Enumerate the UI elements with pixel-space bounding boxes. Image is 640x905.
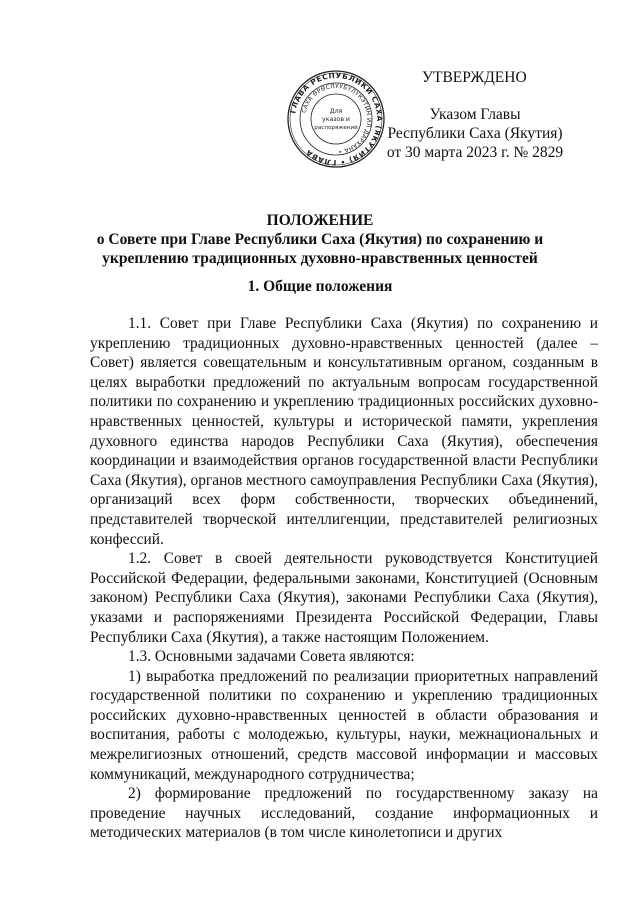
approval-line-3: от 30 марта 2023 г. № 2829 — [386, 144, 564, 161]
seal-center-line2: указов и — [322, 116, 350, 123]
approval-line-1: Указом Главы — [429, 106, 521, 123]
paragraph-1-3-item-2: 2) формирование предложений по государственному заказу на проведение научных исследований, создание информационных и методических материалов (в том числе кинолетописи и других — [90, 785, 598, 842]
paragraph-1-3-item-1: 1) выработка предложений по реализации приоритетных направлений государственной политики по сохранению и укреплению традиционных российских духовно-нравственных ценностей в области образования и воспитания, работы с молодежью, культуры, науки, межнациональных и межрелигиозных отношений, средств массовой информации и массовых коммуникаций, международного сотрудничества; — [90, 667, 598, 783]
document-title-block — [95, 211, 545, 268]
document-body — [90, 314, 598, 843]
approval-block — [380, 68, 570, 162]
svg-text:САХА ӨРӨСПУУБҮЛҮКЭТИН ИЛ ДАРХА: САХА ӨРӨСПУУБҮЛҮКЭТИН ИЛ ДАРХАНА • — [301, 83, 372, 154]
approval-line-2: Республики Саха (Якутия) — [387, 125, 563, 142]
paragraph-1-2: 1.2. Совет в своей деятельности руководствуется Конституцией Российской Федерации, федеральными законами, Конституцией (Основным законом) Республики Саха (Якутия), законами Республики Саха (Якутия), указами и распоряжениями Президента Российской Федерации, Главы Республики Саха (Якутия), а также настоящим Положением. — [90, 550, 598, 646]
approval-title: УТВЕРЖДЕНО — [422, 69, 527, 86]
seal-center-line3: распоряжений — [314, 125, 358, 131]
section-title: 1. Общие положения — [247, 278, 393, 295]
official-seal — [286, 69, 386, 169]
document-subtitle-line-1: о Совете при Главе Республики Саха (Якутия) по сохранению и — [96, 231, 544, 248]
seal-center-line1: Для — [329, 108, 343, 115]
document-title: ПОЛОЖЕНИЕ — [266, 212, 374, 229]
paragraph-1-1: 1.1. Совет при Главе Республики Саха (Якутия) по сохранению и укреплению традиционных духовно-нравственных ценностей (далее – Совет) является совещательным и консультативным органом, созданным в целях выработки предложений по актуальным вопросам государственной политики по сохранению и укреплению традиционных российских духовно-нравственных ценностей, культуры и исторической памяти, укрепления духовного единства народов Республики Саха (Якутия), обеспечения координации и взаимодействия органов государственной власти Республики Саха (Якутия), органов местного самоуправления Республики Саха (Якутия), организаций всех форм собственности, творческих объединений, представителей творческой интеллигенции, представителей религиозных конфессий. — [90, 315, 598, 548]
paragraph-1-3: 1.3. Основными задачами Совета являются: — [128, 648, 415, 666]
svg-text:ГЛАВА РЕСПУБЛИКИ САХА (ЯКУТИЯ): ГЛАВА РЕСПУБЛИКИ САХА (ЯКУТИЯ) • ГЛАВА — [288, 70, 385, 168]
document-subtitle-line-2: укреплению традиционных духовно-нравственных ценностей — [102, 250, 538, 267]
